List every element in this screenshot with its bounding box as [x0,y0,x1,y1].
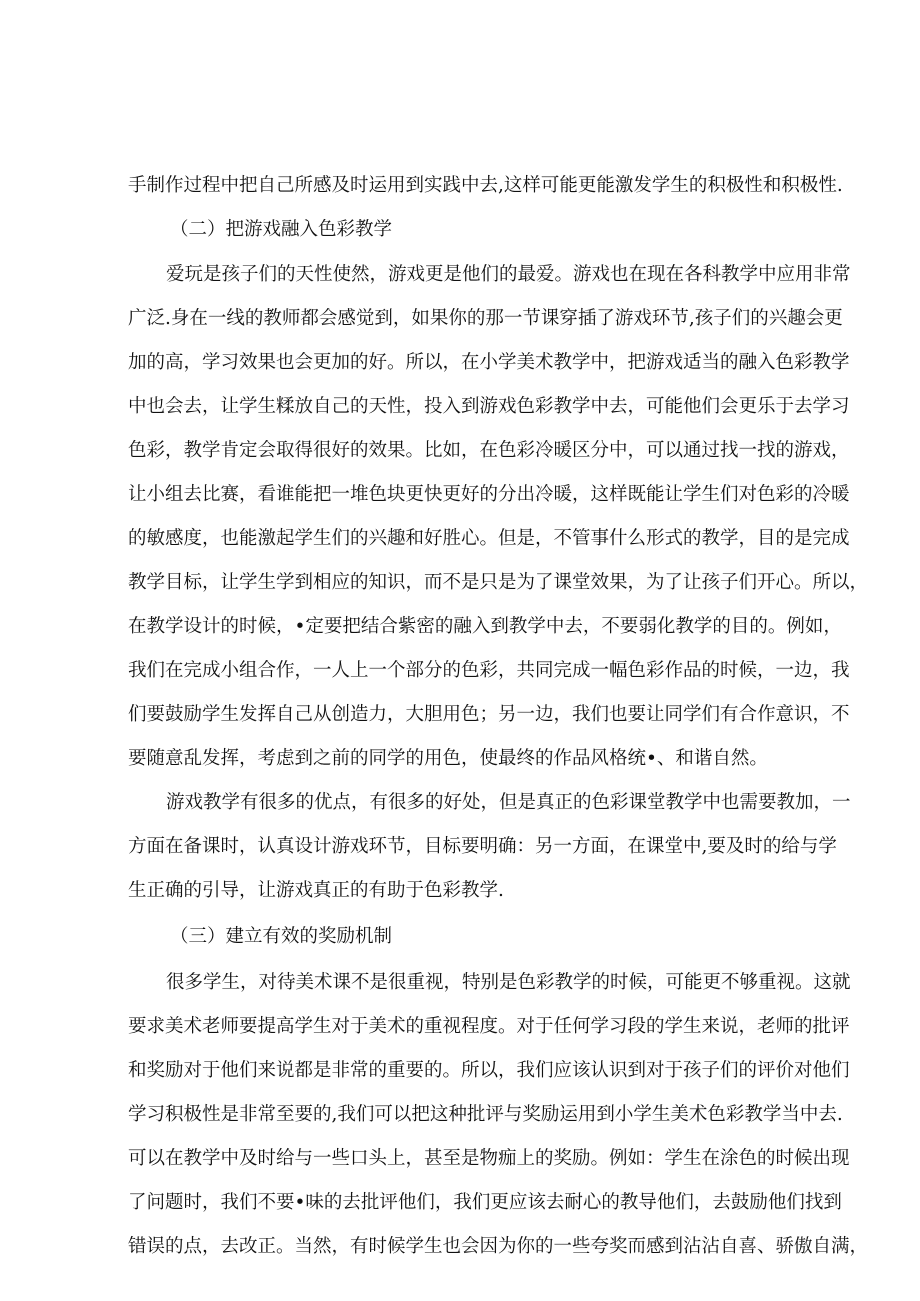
paragraph-line: 要求美术老师要提高学生对于美术的重视程度。对于任何学习段的学生来说，老师的批评 [128,1016,850,1037]
paragraph-line: 让小组去比赛，看谁能把一堆色块更快更好的分出冷暖，这样既能让学生们对色彩的冷暖 [128,484,850,505]
section-heading: （二）把游戏融入色彩教学 [170,219,393,240]
paragraph-line: 学习积极性是非常至要的,我们可以把这种批评与奖励运用到小学生美术色彩教学当中去. [128,1104,843,1125]
paragraph-line: 游戏教学有很多的优点，有很多的好处，但是真正的色彩课堂教学中也需要教加，一 [166,792,851,813]
paragraph-line: 色彩，教学肯定会取得很好的效果。比如，在色彩冷暖区分中，可以通过找一找的游戏， [128,440,850,461]
document-page [128,0,869,1301]
paragraph-line: 要随意乱发挥，考虑到之前的同学的用色，使最终的作品风格统•、和谐自然。 [128,748,768,769]
paragraph-line: 错误的点，去改正。当然，有时候学生也会因为你的一些夸奖而感到沾沾自喜、骄傲自满， [128,1236,869,1257]
paragraph-line: 了问题时，我们不要•味的去批评他们，我们更应该去耐心的教导他们，去鼓励他们找到 [128,1192,842,1213]
paragraph-line: 手制作过程中把自己所感及时运用到实践中去,这样可能更能激发学生的积极性和积极性. [128,175,843,196]
paragraph-line: 我们在完成小组合作，一人上一个部分的色彩，共同完成一幅色彩作品的时候，一边，我 [128,660,850,681]
paragraph-line: 们要鼓励学生发挥自己从创造力，大胆用色；另一边，我们也要让同学们有合作意识，不 [128,704,850,725]
paragraph-line: 中也会去，让学生糅放自己的天性，投入到游戏色彩教学中去，可能他们会更乐于去学习 [128,396,850,417]
paragraph-line: 可以在教学中及时给与一些口头上，甚至是物痂上的奖励。例如：学生在涂色的时候出现 [128,1148,850,1169]
paragraph-line: 生正确的引导，让游戏真正的有助于色彩教学. [128,880,504,901]
paragraph-line: 在教学设计的时候，•定要把结合紫密的融入到教学中去，不要弱化教学的目的。例如， [128,616,842,637]
paragraph-line: 的敏感度，也能激起学生们的兴趣和好胜心。但是，不管事什么形式的教学，目的是完成 [128,528,850,549]
paragraph-line: 方面在备课时，认真设计游戏环节，目标要明确：另一方面，在课堂中,要及时的给与学 [128,836,837,857]
paragraph-line: 教学目标，让学生学到相应的知识，而不是只是为了课堂效果，为了让孩子们开心。所以， [128,572,869,593]
section-heading: （三）建立有效的奖励机制 [170,926,393,947]
paragraph-line: 爱玩是孩子们的天性使然，游戏更是他们的最爱。游戏也在现在各科教学中应用非常 [166,264,851,285]
paragraph-line: 加的高，学习效果也会更加的好。所以，在小学美术教学中，把游戏适当的融入色彩教学 [128,352,850,373]
paragraph-line: 广泛.身在一线的教师都会感觉到，如果你的那一节课穿插了游戏环节,孩子们的兴趣会更 [128,308,843,329]
paragraph-line: 很多学生，对待美术课不是很重视，特别是色彩教学的时候，可能更不够重视。这就 [166,972,851,993]
paragraph-line: 和奖励对于他们来说都是非常的重要的。所以，我们应该认识到对于孩子们的评价对他们 [128,1060,850,1081]
